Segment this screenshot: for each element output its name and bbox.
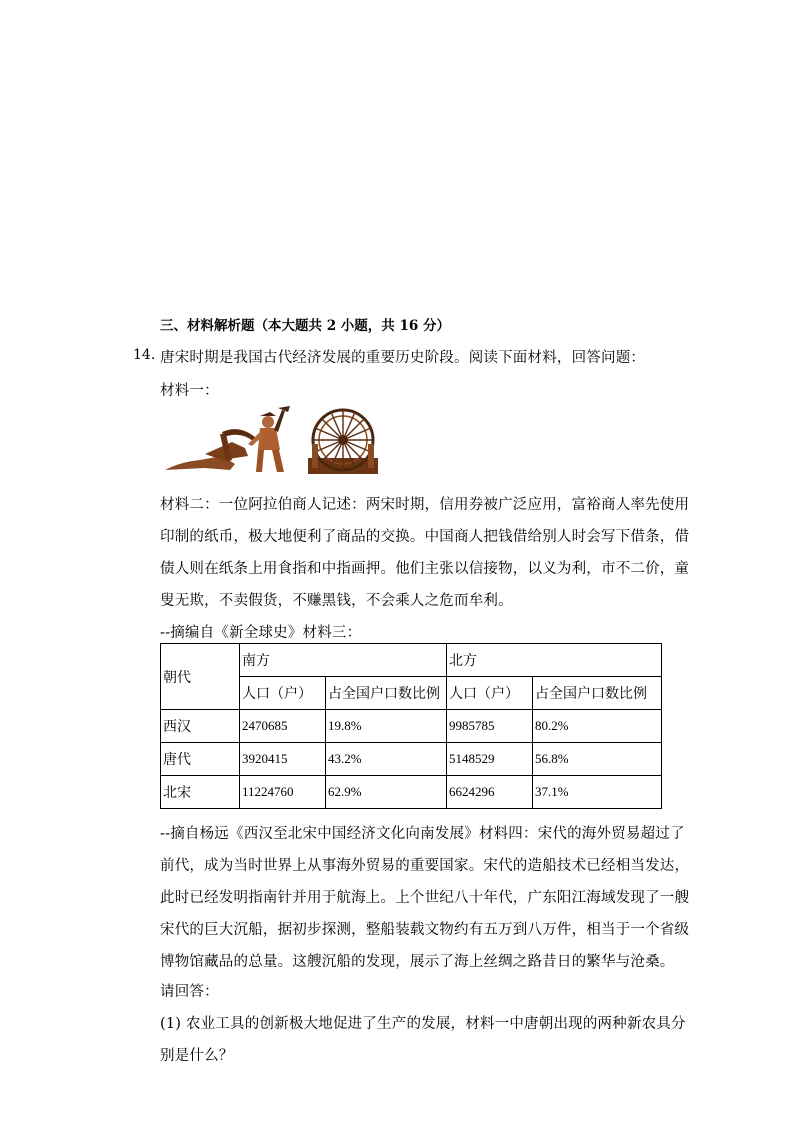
material-4-line-4: 宋代的巨大沉船，据初步探测，整船装载文物约有五万到八万件，相当于一个省级	[160, 922, 690, 938]
question-stem: 唐宋时期是我国古代经济发展的重要历史阶段。阅读下面材料，回答问题：	[160, 350, 646, 366]
material-2-line-1: 材料二：一位阿拉伯商人记述：两宋时期，信用券被广泛应用，富裕商人率先使用	[160, 497, 690, 513]
water-wheel-image	[308, 410, 378, 474]
table-cell: 5148529	[447, 743, 533, 776]
subheader-cell: 人口（户）	[240, 677, 326, 710]
table-cell: 62.9%	[326, 776, 447, 809]
south-header: 南方	[240, 644, 447, 677]
answer-prompt: 请回答：	[160, 984, 219, 1000]
material-4-line-5: 博物馆藏品的总量。这艘沉船的发现，展示了海上丝绸之路昔日的繁华与沧桑。	[160, 954, 675, 970]
table-cell: 6624296	[447, 776, 533, 809]
table-cell: 43.2%	[326, 743, 447, 776]
table-cell: 11224760	[240, 776, 326, 809]
table-row	[161, 776, 662, 809]
table-cell: 9985785	[447, 710, 533, 743]
material-2-line-3: 债人则在纸条上用食指和中指画押。他们主张以信接物，以义为利，市不二价，童	[160, 561, 690, 577]
dynasty-header: 朝代	[161, 644, 240, 710]
material-4-line-2: 前代，成为当时世界上从事海外贸易的重要国家。宋代的造船技术已经相当发达，	[160, 858, 690, 874]
subheader-cell: 占全国户口数比例	[533, 677, 662, 710]
material-4-line-3: 此时已经发明指南针并用于航海上。上个世纪八十年代，广东阳江海域发现了一艘	[160, 890, 690, 906]
table-cell: 56.8%	[533, 743, 662, 776]
material-1-label: 材料一：	[160, 383, 219, 399]
table-cell: 2470685	[240, 710, 326, 743]
question-number: 14.	[133, 347, 156, 363]
population-table	[160, 643, 662, 809]
table-cell: 80.2%	[533, 710, 662, 743]
table-row	[161, 743, 662, 776]
plough-with-farmer-image	[165, 406, 290, 472]
table-cell: 北宋	[161, 776, 240, 809]
table-cell: 19.8%	[326, 710, 447, 743]
section-title: 三、材料解析题（本大题共 2 小题，共 16 分）	[160, 318, 450, 334]
farm-tools-illustration	[160, 404, 385, 478]
subheader-cell: 占全国户口数比例	[326, 677, 447, 710]
material-2-line-4: 叟无欺，不卖假货，不赚黑钱，不会乘人之危而牟利。	[160, 593, 513, 609]
material-4-line-1: --摘自杨远《西汉至北宋中国经济文化向南发展》材料四：宋代的海外贸易超过了	[160, 826, 685, 842]
table-cell: 37.1%	[533, 776, 662, 809]
material-3-source: --摘编自《新全球史》材料三：	[160, 625, 362, 641]
table-cell: 唐代	[161, 743, 240, 776]
table-header-row	[161, 644, 662, 677]
north-header: 北方	[447, 644, 662, 677]
subheader-cell: 人口（户）	[447, 677, 533, 710]
sub-question-line-2: 别是什么？	[160, 1048, 234, 1064]
material-2-line-2: 印制的纸币，极大地便利了商品的交换。中国商人把钱借给别人时会写下借条，借	[160, 529, 690, 545]
sub-question-line-1: (1) 农业工具的创新极大地促进了生产的发展，材料一中唐朝出现的两种新农具分	[160, 1016, 686, 1032]
table-cell: 西汉	[161, 710, 240, 743]
table-cell: 3920415	[240, 743, 326, 776]
table-row	[161, 710, 662, 743]
